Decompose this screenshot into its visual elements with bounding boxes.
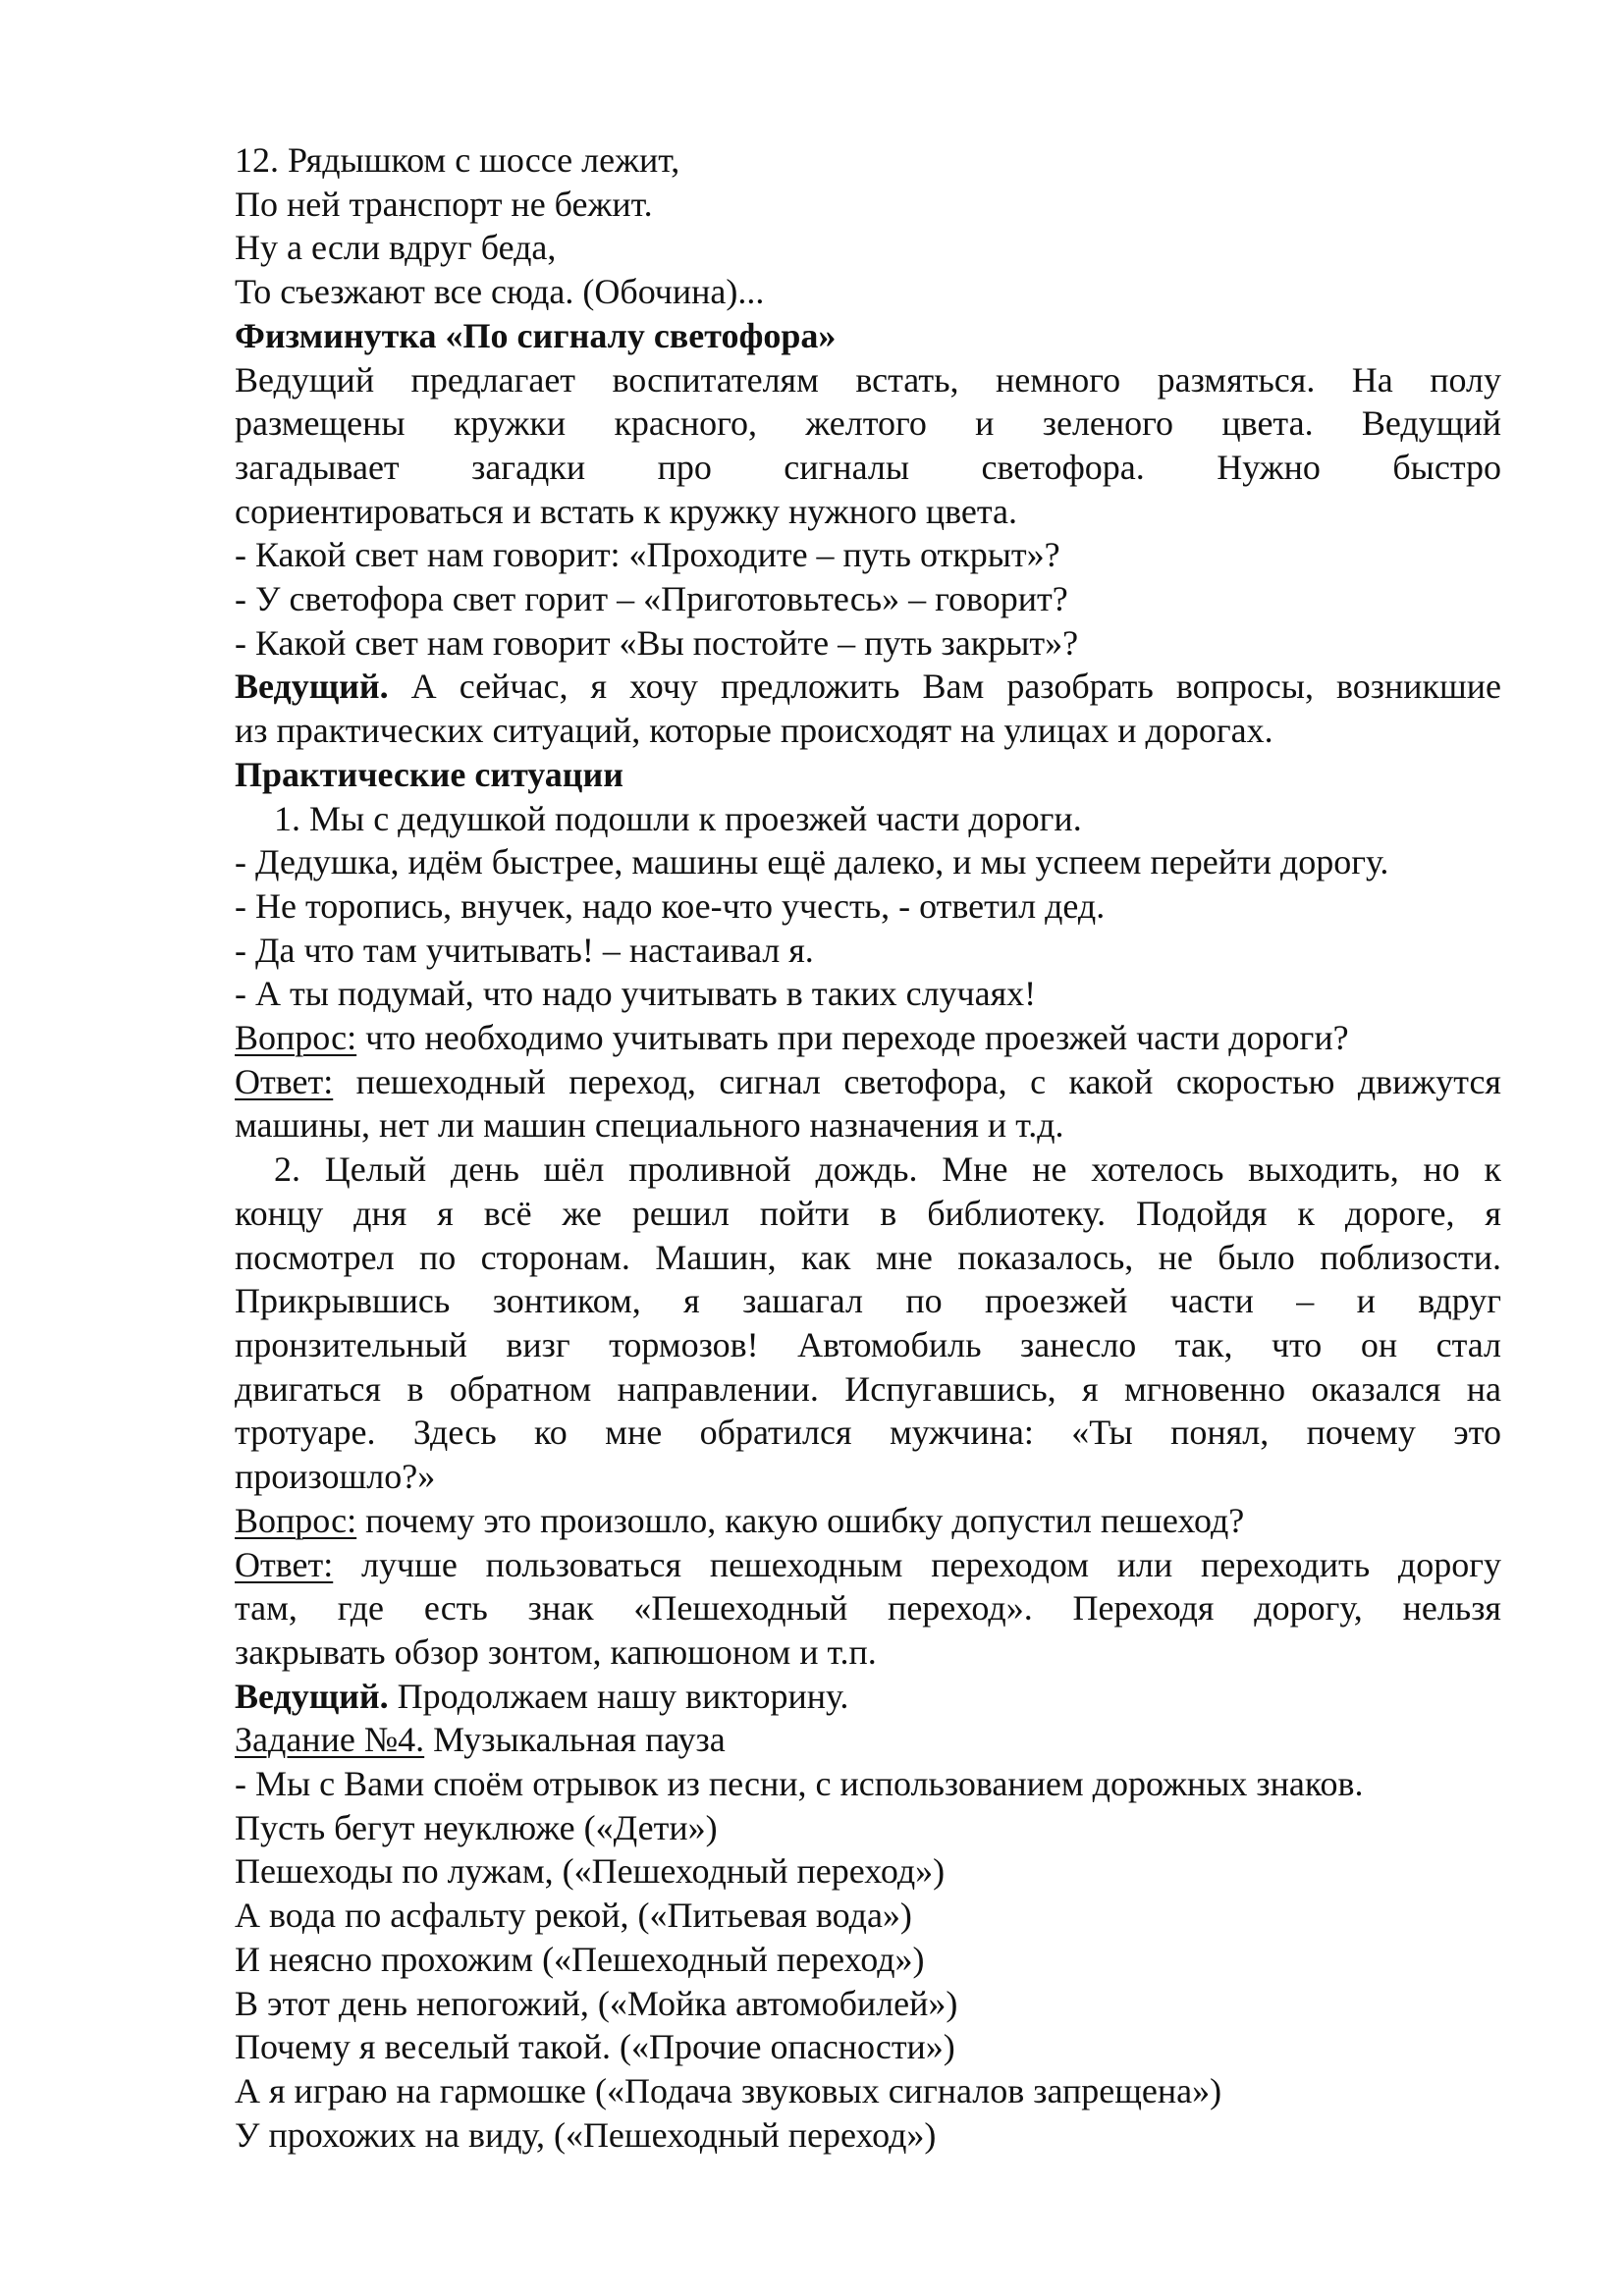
situation-2-line: концу дня я всё же решил пойти в библиотеку. Подойдя к дороге, я [235,1193,1501,1233]
physminute-paragraph-line: сориентироваться и встать к кружку нужного цвета. [235,491,1018,531]
host-remark-line [235,665,1501,709]
riddle-line: 12. Рядышком с шоссе лежит, [235,140,680,180]
host-remark-2 [235,1675,1501,1719]
answer-text: лучше пользоваться пешеходным переходом или переходить дорогу [333,1544,1501,1584]
riddle-line: Ну а если вдруг беда, [235,228,557,268]
situation-1-question [235,1016,1501,1060]
song-line: У прохожих на виду, («Пешеходный переход») [235,2114,937,2155]
host-remark-1 [235,665,1501,752]
song-line: Пешеходы по лужам, («Пешеходный переход») [235,1851,946,1892]
situation-1-answer-cont: машины, нет ли машин специального назначения и т.д. [235,1105,1064,1146]
host-speaker-label: Ведущий. [235,667,389,707]
traffic-light-question: - Какой свет нам говорит: «Проходите – путь открыт»? [235,535,1060,575]
practical-situations [235,753,1501,1675]
traffic-light-question: - Какой свет нам говорит «Вы постойте – путь закрыт»? [235,622,1079,663]
situation-2-line: двигаться в обратном направлении. Испугавшись, я мгновенно оказался на [235,1368,1501,1409]
dialog-line: - Да что там учитывать! – настаивал я. [235,930,814,970]
task-4-block [235,1718,1501,2157]
dialog-line: - А ты подумай, что надо учитывать в таких случаях! [235,974,1037,1014]
physminute-paragraph-line: размещены кружки красного, желтого и зеленого цвета. Ведущий [235,403,1501,444]
situation-2-answer [235,1543,1501,1587]
physminute-heading: Физминутка «По сигналу светофора» [235,315,837,355]
answer-text: пешеходный переход, сигнал светофора, с какой скоростью движутся [333,1061,1501,1101]
song-line: А я играю на гармошке («Подача звуковых сигналов запрещена») [235,2070,1222,2110]
answer-label: Ответ: [235,1544,334,1584]
situation-2-line: произошло?» [235,1457,436,1497]
song-line: И неясно прохожим («Пешеходный переход») [235,1939,925,1979]
question-text: что необходимо учитывать при переходе проезжей части дороги? [356,1018,1349,1058]
host-remark-text: А сейчас, я хочу предложить Вам разобрать вопросы, возникшие [388,667,1501,707]
song-line: В этот день непогожий, («Мойка автомобилей») [235,1983,958,2023]
task-4-title [235,1718,1501,1762]
dialog-line: - Дедушка, идём быстрее, машины ещё далеко, и мы успеем перейти дорогу. [235,842,1389,882]
song-line: Почему я веселый такой. («Прочие опасности») [235,2027,955,2067]
situation-2-line: Прикрывшись зонтиком, я зашагал по проезжей части – и вдруг [235,1281,1501,1321]
host-remark-line: из практических ситуаций, которые происходят на улицах и дорогах. [235,711,1273,751]
question-label: Вопрос: [235,1018,357,1058]
document-page [235,138,1501,2157]
host-remark-text: Продолжаем нашу викторину. [388,1676,849,1716]
situation-2-line: пронзительный визг тормозов! Автомобиль занесло так, что он стал [235,1324,1501,1364]
host-speaker-label: Ведущий. [235,1676,389,1716]
riddle-line: По ней транспорт не бежит. [235,184,653,224]
situation-2-line: тротуаре. Здесь ко мне обратился мужчина: «Ты понял, почему это [235,1413,1501,1453]
practical-heading: Практические ситуации [235,754,624,794]
situation-2-question [235,1499,1501,1543]
song-line: А вода по асфальту рекой, («Питьевая вода») [235,1896,912,1936]
physminute-block [235,314,1501,666]
traffic-light-question: - У светофора свет горит – «Приготовьтесь» – говорит? [235,579,1068,619]
question-label: Вопрос: [235,1500,357,1540]
task-label: Задание №4. [235,1720,425,1760]
situation-2-answer-cont: закрывать обзор зонтом, капюшоном и т.п. [235,1631,877,1672]
song-line: Пусть бегут неуклюже («Дети») [235,1807,718,1847]
situation-1-answer [235,1060,1501,1104]
situation-2-line: посмотрел по сторонам. Машин, как мне показалось, не было поблизости. [235,1237,1501,1277]
dialog-line: - Не торопись, внучек, надо кое-что учесть, - ответил дед. [235,885,1106,926]
situation-2-line: 2. Целый день шёл проливной дождь. Мне не хотелось выходить, но к [274,1149,1501,1190]
answer-label: Ответ: [235,1061,334,1101]
riddle-block [235,138,1501,314]
question-text: почему это произошло, какую ошибку допустил пешеход? [356,1500,1245,1540]
situation-1-intro: 1. Мы с дедушкой подошли к проезжей части дороги. [274,798,1082,838]
physminute-paragraph-line: загадывает загадки про сигналы светофора. Нужно быстро [235,447,1501,487]
situation-2-answer-cont: там, где есть знак «Пешеходный переход». Переходя дорогу, нельзя [235,1588,1501,1629]
task-4-intro: - Мы с Вами споём отрывок из песни, с использованием дорожных знаков. [235,1764,1364,1804]
riddle-line: То съезжают все сюда. (Обочина)... [235,272,765,312]
physminute-paragraph-line: Ведущий предлагает воспитателям встать, немного размяться. На полу [235,359,1501,400]
task-title-text: Музыкальная пауза [424,1720,726,1760]
